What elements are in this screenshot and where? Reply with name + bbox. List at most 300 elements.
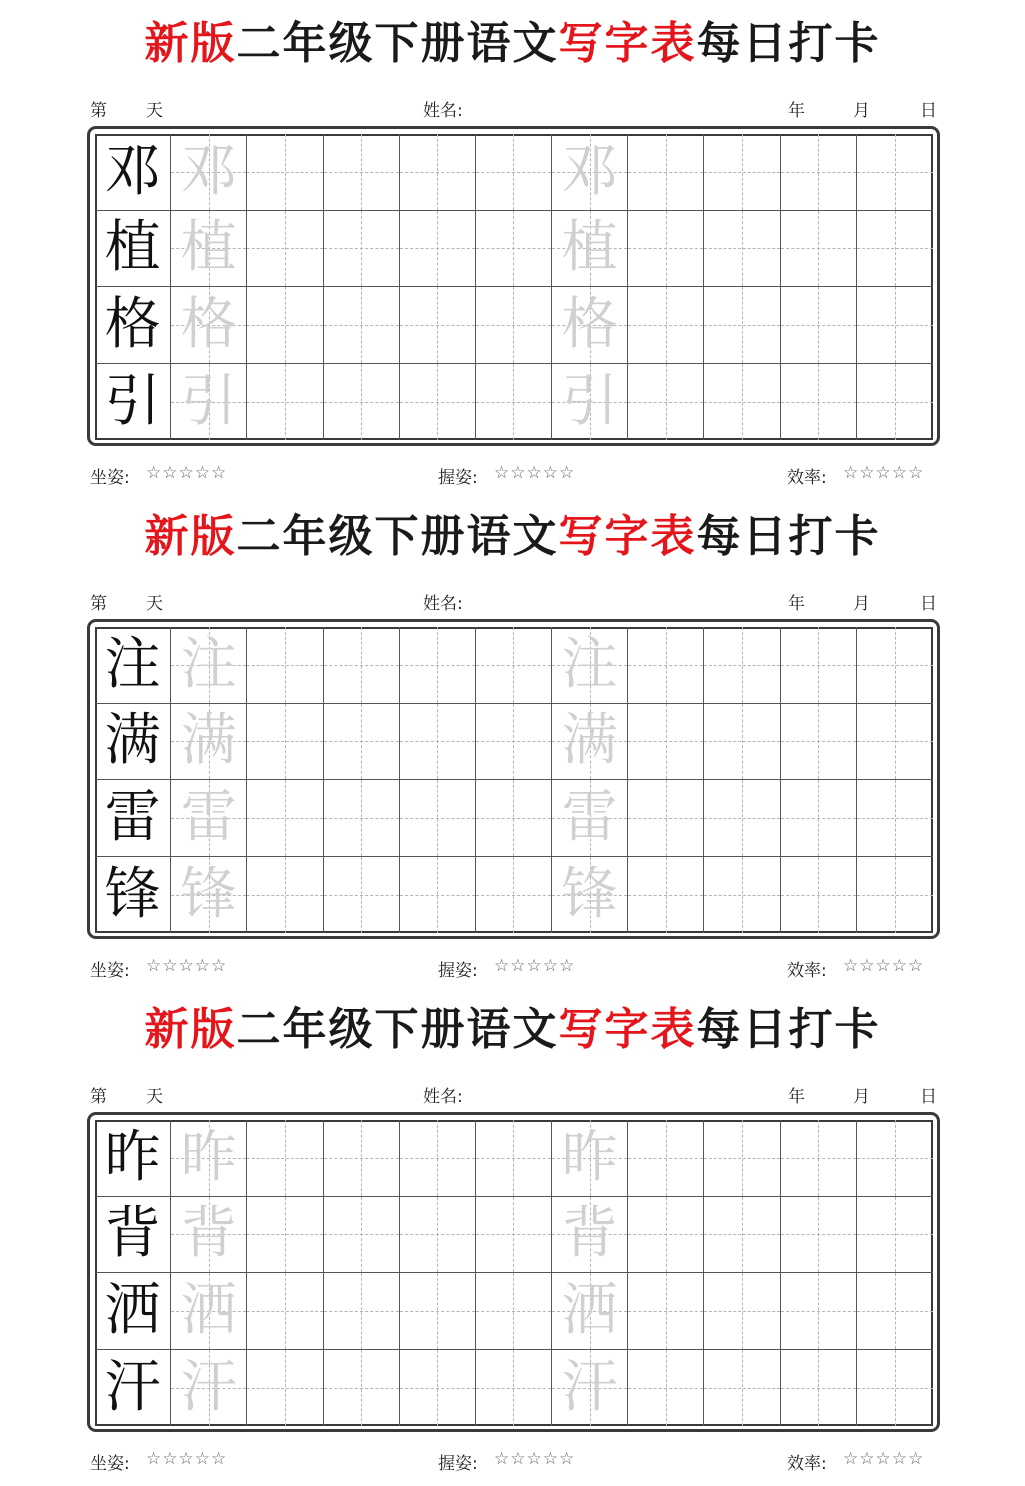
writing-cell[interactable] bbox=[781, 1197, 857, 1274]
header-info-row bbox=[90, 96, 940, 120]
writing-cell[interactable] bbox=[704, 780, 780, 857]
day-label: 日 bbox=[920, 594, 937, 614]
cell-guide-horizontal bbox=[704, 325, 779, 326]
title-segment: 每日打卡 bbox=[696, 511, 881, 562]
writing-cell[interactable] bbox=[171, 704, 247, 781]
header-info-row bbox=[90, 1082, 940, 1106]
writing-cell[interactable] bbox=[628, 1350, 704, 1427]
writing-cell[interactable] bbox=[476, 627, 552, 704]
cell-guide-horizontal bbox=[857, 1158, 933, 1159]
writing-cell[interactable] bbox=[857, 1273, 933, 1350]
rating-row bbox=[90, 956, 940, 980]
writing-cell[interactable] bbox=[247, 1120, 323, 1197]
writing-cell[interactable] bbox=[857, 627, 933, 704]
cell-guide-horizontal bbox=[704, 1234, 779, 1235]
cell-guide-horizontal bbox=[247, 1234, 322, 1235]
writing-cell bbox=[95, 364, 171, 441]
writing-cell[interactable] bbox=[476, 211, 552, 288]
writing-cell[interactable] bbox=[857, 1350, 933, 1427]
cell-guide-horizontal bbox=[628, 1311, 703, 1312]
trace-character: 背 bbox=[180, 1201, 237, 1267]
cell-guide-horizontal bbox=[857, 402, 933, 403]
cell-guide-horizontal bbox=[400, 1234, 475, 1235]
writing-cell bbox=[95, 134, 171, 211]
writing-cell[interactable] bbox=[704, 704, 780, 781]
writing-cell[interactable] bbox=[400, 704, 476, 781]
writing-cell[interactable] bbox=[552, 364, 628, 441]
cell-guide-horizontal bbox=[400, 325, 475, 326]
day-suffix-label: 天 bbox=[146, 594, 163, 614]
trace-character: 邓 bbox=[180, 138, 237, 204]
cell-guide-horizontal bbox=[476, 895, 551, 896]
writing-cell[interactable] bbox=[171, 287, 247, 364]
writing-cell[interactable] bbox=[171, 211, 247, 288]
writing-cell[interactable] bbox=[171, 364, 247, 441]
efficiency-star-rating[interactable]: ☆☆☆☆☆ bbox=[843, 956, 925, 976]
model-character: 植 bbox=[104, 215, 161, 281]
posture-label: 坐姿: bbox=[90, 468, 130, 488]
cell-guide-horizontal bbox=[400, 1158, 475, 1159]
title-segment: 二年级下册语文 bbox=[236, 1004, 559, 1055]
cell-guide-horizontal bbox=[247, 325, 322, 326]
cell-guide-horizontal bbox=[628, 818, 703, 819]
title-segment: 写字表 bbox=[558, 1004, 697, 1055]
cell-guide-horizontal bbox=[476, 248, 551, 249]
trace-character: 满 bbox=[561, 708, 618, 774]
posture-star-rating[interactable]: ☆☆☆☆☆ bbox=[146, 463, 228, 483]
writing-cell[interactable] bbox=[324, 1350, 400, 1427]
writing-cell[interactable] bbox=[857, 211, 933, 288]
posture-label: 坐姿: bbox=[90, 961, 130, 981]
writing-cell[interactable] bbox=[781, 704, 857, 781]
writing-cell[interactable] bbox=[857, 134, 933, 211]
writing-cell[interactable] bbox=[704, 287, 780, 364]
writing-cell[interactable] bbox=[704, 1273, 780, 1350]
cell-guide-horizontal bbox=[324, 325, 399, 326]
writing-cell[interactable] bbox=[247, 1197, 323, 1274]
writing-cell[interactable] bbox=[171, 780, 247, 857]
rating-row bbox=[90, 463, 940, 487]
writing-cell[interactable] bbox=[552, 627, 628, 704]
cell-guide-horizontal bbox=[476, 1158, 551, 1159]
grip-label: 握姿: bbox=[438, 468, 478, 488]
cell-guide-horizontal bbox=[857, 1311, 933, 1312]
writing-cell[interactable] bbox=[247, 627, 323, 704]
writing-cell[interactable] bbox=[171, 1350, 247, 1427]
day-suffix-label: 天 bbox=[146, 101, 163, 121]
day-prefix-label: 第 bbox=[90, 1087, 107, 1107]
cell-guide-horizontal bbox=[324, 1311, 399, 1312]
trace-character: 植 bbox=[180, 215, 237, 281]
cell-guide-horizontal bbox=[324, 1234, 399, 1235]
writing-cell[interactable] bbox=[781, 364, 857, 441]
writing-cell[interactable] bbox=[628, 1120, 704, 1197]
cell-guide-horizontal bbox=[781, 895, 856, 896]
writing-cell[interactable] bbox=[476, 704, 552, 781]
writing-cell bbox=[95, 211, 171, 288]
grip-star-rating[interactable]: ☆☆☆☆☆ bbox=[494, 463, 576, 483]
name-label: 姓名: bbox=[423, 1087, 463, 1107]
cell-guide-horizontal bbox=[857, 741, 933, 742]
title-segment: 写字表 bbox=[558, 511, 697, 562]
cell-guide-horizontal bbox=[704, 665, 779, 666]
month-label: 月 bbox=[853, 594, 870, 614]
trace-character: 注 bbox=[180, 631, 237, 697]
writing-cell[interactable] bbox=[476, 780, 552, 857]
writing-cell[interactable] bbox=[552, 780, 628, 857]
cell-guide-horizontal bbox=[324, 248, 399, 249]
writing-cell[interactable] bbox=[247, 857, 323, 934]
trace-character: 洒 bbox=[180, 1277, 237, 1343]
model-character: 格 bbox=[104, 291, 161, 357]
writing-cell[interactable] bbox=[400, 1350, 476, 1427]
name-label: 姓名: bbox=[423, 101, 463, 121]
efficiency-star-rating[interactable]: ☆☆☆☆☆ bbox=[843, 1449, 925, 1469]
writing-cell[interactable] bbox=[324, 1273, 400, 1350]
writing-cell[interactable] bbox=[628, 1197, 704, 1274]
day-label: 日 bbox=[920, 1087, 937, 1107]
writing-cell[interactable] bbox=[171, 1120, 247, 1197]
writing-cell[interactable] bbox=[324, 287, 400, 364]
writing-cell[interactable] bbox=[628, 287, 704, 364]
writing-cell[interactable] bbox=[781, 1120, 857, 1197]
title-segment: 新版 bbox=[144, 511, 237, 562]
cell-guide-horizontal bbox=[400, 818, 475, 819]
writing-cell[interactable] bbox=[476, 857, 552, 934]
cell-guide-horizontal bbox=[781, 402, 856, 403]
writing-cell[interactable] bbox=[247, 780, 323, 857]
writing-cell bbox=[95, 1120, 171, 1197]
cell-guide-horizontal bbox=[247, 1388, 322, 1389]
cell-guide-horizontal bbox=[704, 1388, 779, 1389]
model-character: 锋 bbox=[104, 861, 161, 927]
posture-star-rating[interactable]: ☆☆☆☆☆ bbox=[146, 1449, 228, 1469]
cell-guide-horizontal bbox=[400, 895, 475, 896]
header-info-row bbox=[90, 589, 940, 613]
worksheet-section bbox=[0, 986, 1025, 1481]
cell-guide-horizontal bbox=[857, 1234, 933, 1235]
cell-guide-horizontal bbox=[704, 1158, 779, 1159]
cell-guide-horizontal bbox=[476, 665, 551, 666]
writing-cell[interactable] bbox=[857, 1120, 933, 1197]
writing-cell[interactable] bbox=[628, 857, 704, 934]
cell-guide-horizontal bbox=[476, 325, 551, 326]
trace-character: 雷 bbox=[180, 784, 237, 850]
posture-star-rating[interactable]: ☆☆☆☆☆ bbox=[146, 956, 228, 976]
writing-cell[interactable] bbox=[704, 134, 780, 211]
writing-cell[interactable] bbox=[324, 134, 400, 211]
cell-guide-horizontal bbox=[324, 1158, 399, 1159]
model-character: 汗 bbox=[104, 1354, 161, 1420]
year-label: 年 bbox=[788, 101, 805, 121]
writing-cell bbox=[95, 780, 171, 857]
posture-label: 坐姿: bbox=[90, 1454, 130, 1474]
efficiency-label: 效率: bbox=[787, 468, 827, 488]
writing-cell[interactable] bbox=[171, 857, 247, 934]
writing-cell[interactable] bbox=[171, 1197, 247, 1274]
writing-cell[interactable] bbox=[400, 211, 476, 288]
writing-cell[interactable] bbox=[781, 780, 857, 857]
grip-label: 握姿: bbox=[438, 1454, 478, 1474]
cell-guide-horizontal bbox=[781, 818, 856, 819]
writing-cell[interactable] bbox=[171, 627, 247, 704]
writing-cell[interactable] bbox=[781, 1350, 857, 1427]
cell-guide-horizontal bbox=[628, 248, 703, 249]
model-character: 雷 bbox=[104, 784, 161, 850]
cell-guide-horizontal bbox=[704, 172, 779, 173]
cell-guide-horizontal bbox=[247, 172, 322, 173]
writing-cell[interactable] bbox=[628, 211, 704, 288]
model-character: 邓 bbox=[104, 138, 161, 204]
writing-cell[interactable] bbox=[781, 627, 857, 704]
cell-guide-horizontal bbox=[400, 665, 475, 666]
writing-cell[interactable] bbox=[552, 704, 628, 781]
worksheet-section bbox=[0, 493, 1025, 988]
writing-cell[interactable] bbox=[324, 627, 400, 704]
writing-cell[interactable] bbox=[324, 1197, 400, 1274]
writing-cell[interactable] bbox=[781, 287, 857, 364]
trace-character: 汗 bbox=[180, 1354, 237, 1420]
writing-cell[interactable] bbox=[400, 134, 476, 211]
writing-cell[interactable] bbox=[628, 1273, 704, 1350]
writing-cell[interactable] bbox=[476, 364, 552, 441]
cell-guide-horizontal bbox=[400, 741, 475, 742]
writing-cell[interactable] bbox=[247, 211, 323, 288]
writing-cell[interactable] bbox=[400, 780, 476, 857]
cell-guide-horizontal bbox=[247, 665, 322, 666]
writing-cell[interactable] bbox=[628, 134, 704, 211]
trace-character: 背 bbox=[561, 1201, 618, 1267]
writing-cell[interactable] bbox=[628, 627, 704, 704]
model-character: 洒 bbox=[104, 1277, 161, 1343]
writing-cell bbox=[95, 287, 171, 364]
grip-label: 握姿: bbox=[438, 961, 478, 981]
writing-cell[interactable] bbox=[704, 627, 780, 704]
writing-cell[interactable] bbox=[400, 287, 476, 364]
trace-character: 洒 bbox=[561, 1277, 618, 1343]
cell-guide-horizontal bbox=[400, 1311, 475, 1312]
cell-guide-horizontal bbox=[247, 1158, 322, 1159]
trace-character: 锋 bbox=[180, 861, 237, 927]
trace-character: 引 bbox=[561, 368, 618, 434]
month-label: 月 bbox=[853, 101, 870, 121]
cell-guide-horizontal bbox=[781, 1158, 856, 1159]
writing-cell[interactable] bbox=[552, 287, 628, 364]
writing-cell[interactable] bbox=[704, 1350, 780, 1427]
cell-guide-horizontal bbox=[781, 248, 856, 249]
title-segment: 新版 bbox=[144, 18, 237, 69]
writing-cell[interactable] bbox=[628, 364, 704, 441]
writing-cell[interactable] bbox=[400, 627, 476, 704]
cell-guide-horizontal bbox=[628, 402, 703, 403]
cell-guide-horizontal bbox=[857, 172, 933, 173]
writing-cell[interactable] bbox=[552, 134, 628, 211]
writing-cell[interactable] bbox=[857, 704, 933, 781]
writing-cell[interactable] bbox=[324, 364, 400, 441]
writing-cell[interactable] bbox=[324, 211, 400, 288]
month-label: 月 bbox=[853, 1087, 870, 1107]
cell-guide-horizontal bbox=[247, 248, 322, 249]
writing-cell[interactable] bbox=[247, 134, 323, 211]
cell-guide-horizontal bbox=[476, 1388, 551, 1389]
writing-grid bbox=[95, 627, 933, 933]
writing-grid bbox=[95, 134, 933, 440]
model-character: 昨 bbox=[104, 1124, 161, 1190]
cell-guide-horizontal bbox=[704, 248, 779, 249]
writing-cell[interactable] bbox=[857, 1197, 933, 1274]
trace-character: 引 bbox=[180, 368, 237, 434]
day-prefix-label: 第 bbox=[90, 101, 107, 121]
writing-cell[interactable] bbox=[552, 1197, 628, 1274]
writing-cell[interactable] bbox=[247, 1273, 323, 1350]
model-character: 注 bbox=[104, 631, 161, 697]
writing-cell[interactable] bbox=[171, 1273, 247, 1350]
writing-cell[interactable] bbox=[400, 1197, 476, 1274]
writing-cell[interactable] bbox=[704, 857, 780, 934]
writing-cell[interactable] bbox=[704, 211, 780, 288]
cell-guide-horizontal bbox=[628, 1234, 703, 1235]
writing-cell[interactable] bbox=[324, 857, 400, 934]
title-segment: 每日打卡 bbox=[696, 18, 881, 69]
writing-cell[interactable] bbox=[247, 364, 323, 441]
writing-cell[interactable] bbox=[628, 704, 704, 781]
cell-guide-horizontal bbox=[857, 818, 933, 819]
cell-guide-horizontal bbox=[324, 172, 399, 173]
writing-cell[interactable] bbox=[400, 1120, 476, 1197]
writing-cell[interactable] bbox=[857, 364, 933, 441]
grip-star-rating[interactable]: ☆☆☆☆☆ bbox=[494, 956, 576, 976]
trace-character: 昨 bbox=[180, 1124, 237, 1190]
writing-cell[interactable] bbox=[781, 211, 857, 288]
cell-guide-horizontal bbox=[324, 741, 399, 742]
cell-guide-horizontal bbox=[857, 248, 933, 249]
name-label: 姓名: bbox=[423, 594, 463, 614]
trace-character: 汗 bbox=[561, 1354, 618, 1420]
writing-cell[interactable] bbox=[247, 1350, 323, 1427]
cell-guide-horizontal bbox=[476, 1234, 551, 1235]
writing-cell[interactable] bbox=[857, 780, 933, 857]
writing-cell[interactable] bbox=[476, 134, 552, 211]
cell-guide-horizontal bbox=[781, 1311, 856, 1312]
cell-guide-horizontal bbox=[857, 1388, 933, 1389]
writing-cell[interactable] bbox=[781, 134, 857, 211]
cell-guide-horizontal bbox=[628, 325, 703, 326]
grip-star-rating[interactable]: ☆☆☆☆☆ bbox=[494, 1449, 576, 1469]
cell-guide-horizontal bbox=[400, 172, 475, 173]
cell-guide-horizontal bbox=[781, 1234, 856, 1235]
cell-guide-horizontal bbox=[324, 818, 399, 819]
writing-cell[interactable] bbox=[324, 780, 400, 857]
writing-cell[interactable] bbox=[400, 364, 476, 441]
writing-cell[interactable] bbox=[704, 1120, 780, 1197]
year-label: 年 bbox=[788, 1087, 805, 1107]
worksheet-title bbox=[0, 16, 1025, 72]
writing-cell[interactable] bbox=[171, 134, 247, 211]
trace-character: 满 bbox=[180, 708, 237, 774]
cell-guide-horizontal bbox=[476, 1311, 551, 1312]
cell-guide-horizontal bbox=[324, 665, 399, 666]
year-label: 年 bbox=[788, 594, 805, 614]
writing-cell[interactable] bbox=[476, 1350, 552, 1427]
efficiency-label: 效率: bbox=[787, 961, 827, 981]
title-segment: 每日打卡 bbox=[696, 1004, 881, 1055]
writing-cell[interactable] bbox=[857, 857, 933, 934]
writing-grid bbox=[95, 1120, 933, 1426]
trace-character: 植 bbox=[561, 215, 618, 281]
writing-cell[interactable] bbox=[552, 1350, 628, 1427]
cell-guide-horizontal bbox=[781, 741, 856, 742]
writing-cell[interactable] bbox=[324, 1120, 400, 1197]
cell-guide-horizontal bbox=[324, 402, 399, 403]
writing-cell[interactable] bbox=[476, 1120, 552, 1197]
writing-cell bbox=[95, 1350, 171, 1427]
model-character: 背 bbox=[104, 1201, 161, 1267]
cell-guide-horizontal bbox=[628, 1388, 703, 1389]
cell-guide-horizontal bbox=[704, 402, 779, 403]
writing-cell[interactable] bbox=[781, 857, 857, 934]
writing-cell[interactable] bbox=[476, 1273, 552, 1350]
cell-guide-horizontal bbox=[476, 172, 551, 173]
cell-guide-horizontal bbox=[781, 1388, 856, 1389]
writing-cell bbox=[95, 857, 171, 934]
cell-guide-horizontal bbox=[247, 1311, 322, 1312]
writing-cell[interactable] bbox=[247, 287, 323, 364]
cell-guide-horizontal bbox=[704, 895, 779, 896]
writing-cell[interactable] bbox=[704, 1197, 780, 1274]
writing-cell bbox=[95, 1273, 171, 1350]
writing-cell[interactable] bbox=[400, 1273, 476, 1350]
model-character: 满 bbox=[104, 708, 161, 774]
writing-cell[interactable] bbox=[857, 287, 933, 364]
writing-cell[interactable] bbox=[324, 704, 400, 781]
writing-cell bbox=[95, 1197, 171, 1274]
cell-guide-horizontal bbox=[781, 172, 856, 173]
writing-cell[interactable] bbox=[400, 857, 476, 934]
trace-character: 锋 bbox=[561, 861, 618, 927]
writing-cell[interactable] bbox=[552, 857, 628, 934]
cell-guide-horizontal bbox=[324, 895, 399, 896]
cell-guide-horizontal bbox=[628, 665, 703, 666]
writing-cell bbox=[95, 627, 171, 704]
writing-cell[interactable] bbox=[552, 1273, 628, 1350]
writing-cell[interactable] bbox=[552, 1120, 628, 1197]
day-label: 日 bbox=[920, 101, 937, 121]
trace-character: 邓 bbox=[561, 138, 618, 204]
cell-guide-horizontal bbox=[400, 402, 475, 403]
writing-cell[interactable] bbox=[476, 1197, 552, 1274]
model-character: 引 bbox=[104, 368, 161, 434]
writing-cell[interactable] bbox=[552, 211, 628, 288]
efficiency-star-rating[interactable]: ☆☆☆☆☆ bbox=[843, 463, 925, 483]
cell-guide-horizontal bbox=[857, 665, 933, 666]
title-segment: 写字表 bbox=[558, 18, 697, 69]
cell-guide-horizontal bbox=[781, 325, 856, 326]
day-prefix-label: 第 bbox=[90, 594, 107, 614]
writing-cell[interactable] bbox=[781, 1273, 857, 1350]
writing-cell[interactable] bbox=[704, 364, 780, 441]
writing-cell[interactable] bbox=[628, 780, 704, 857]
cell-guide-horizontal bbox=[476, 402, 551, 403]
writing-cell[interactable] bbox=[476, 287, 552, 364]
cell-guide-horizontal bbox=[704, 741, 779, 742]
cell-guide-horizontal bbox=[400, 1388, 475, 1389]
cell-guide-horizontal bbox=[628, 741, 703, 742]
title-segment: 二年级下册语文 bbox=[236, 511, 559, 562]
cell-guide-horizontal bbox=[857, 325, 933, 326]
cell-guide-horizontal bbox=[247, 895, 322, 896]
writing-cell[interactable] bbox=[247, 704, 323, 781]
cell-guide-horizontal bbox=[857, 895, 933, 896]
